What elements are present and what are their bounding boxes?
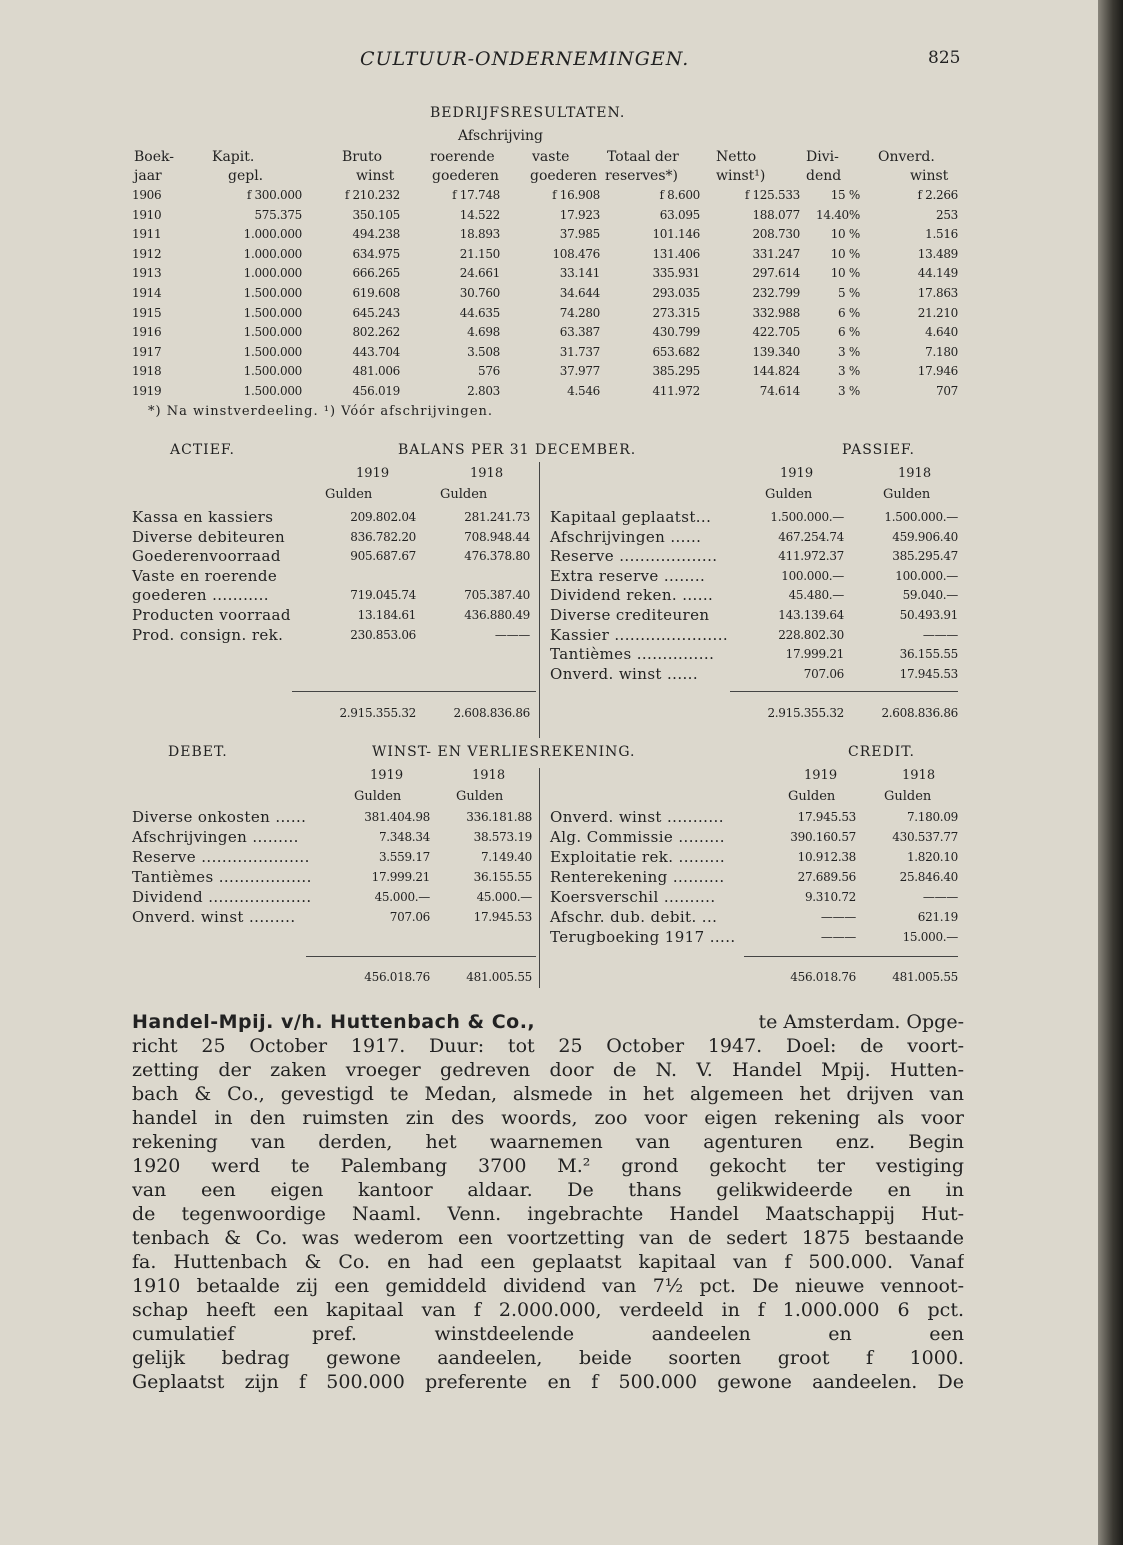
results-cell: 101.146 — [652, 227, 700, 242]
pl-credit-label: Alg. Commissie ......... — [550, 828, 725, 846]
results-cell: 802.262 — [352, 325, 400, 340]
results-col-header: Bruto — [342, 149, 383, 165]
pl-right-year-a: 1919 — [804, 768, 838, 783]
balance-liability-value-1918: ——— — [922, 627, 958, 642]
balance-liability-value-1919: 17.999.21 — [785, 647, 844, 662]
results-cell: 13.489 — [917, 246, 958, 261]
results-cell: 430.799 — [652, 325, 700, 340]
paragraph-line: rekening van derden, het waarnemen van agenturen enz. Begin — [132, 1131, 964, 1153]
results-cell: 14.522 — [459, 207, 500, 222]
results-cell: 1.500.000 — [243, 384, 302, 398]
paragraph-line: 1920 werd te Palembang 3700 M.² grond gekocht ter vestiging — [132, 1155, 964, 1177]
pl-credit-label: Koersverschil .......... — [550, 888, 716, 906]
balance-liability-value-1918: 385.295.47 — [892, 549, 958, 564]
pl-credit-label: Afschr. dub. debit. ... — [550, 908, 718, 926]
results-year-cell: 1915 — [132, 305, 162, 320]
balance-divider — [539, 462, 540, 738]
results-col-header: Onverd. — [878, 149, 935, 165]
results-col-header: vaste — [532, 149, 570, 165]
balance-asset-label: goederen ........... — [132, 586, 269, 605]
balance-asset-label: Diverse debiteuren — [132, 527, 286, 546]
results-cell: 10 % — [830, 246, 860, 261]
balance-asset-value-1918: 705.387.40 — [464, 588, 530, 603]
results-cell: 2.803 — [467, 384, 500, 398]
pl-debit-label: Diverse onkosten ...... — [132, 808, 307, 826]
results-cell: f 210.232 — [344, 188, 400, 202]
results-cell: 131.406 — [652, 246, 700, 261]
results-year-cell: 1906 — [132, 188, 162, 202]
pl-left-unit-a: Gulden — [354, 789, 402, 804]
pl-right-total-rule — [744, 956, 958, 957]
balance-asset-value-1918: 708.948.44 — [464, 529, 530, 544]
balance-liability-value-1918: 59.040.— — [902, 588, 958, 603]
pl-debit-value-1918: 45.000.— — [476, 890, 532, 904]
results-cell: 4.698 — [467, 325, 500, 340]
results-cell: f 2.266 — [917, 188, 958, 202]
results-cell: 3.508 — [467, 344, 500, 359]
pl-debit-value-1919: 17.999.21 — [371, 870, 430, 884]
results-cell: 3 % — [838, 364, 860, 379]
balance-asset-value-1918: 476.378.80 — [464, 549, 530, 564]
results-col-header: Divi- — [806, 149, 839, 165]
pl-right-unit-a: Gulden — [788, 789, 836, 804]
balance-right-title: PASSIEF. — [842, 442, 915, 458]
results-cell: 188.077 — [752, 207, 800, 222]
pl-debit-label: Tantièmes .................. — [132, 868, 312, 886]
results-col-header: gepl. — [228, 168, 264, 184]
results-cell: 15 % — [830, 188, 860, 202]
results-cell: 297.614 — [752, 266, 800, 281]
results-cell: 494.238 — [352, 227, 400, 242]
balance-liability-value-1919: 707.06 — [803, 666, 844, 681]
results-col-header: jaar — [134, 168, 162, 184]
results-cell: 108.476 — [552, 246, 600, 261]
results-col-header: reserves*) — [605, 168, 678, 184]
results-cell: 7.180 — [925, 344, 958, 359]
results-cell: 253 — [935, 207, 958, 222]
results-cell: 6 % — [838, 325, 860, 340]
results-col-header: Boek- — [134, 149, 174, 165]
results-col-header: winst — [910, 168, 949, 184]
pl-credit-value-1919: 390.160.57 — [790, 830, 856, 844]
balance-liability-label: Tantièmes ............... — [550, 645, 715, 664]
paragraph-line: gelijk bedrag gewone aandeelen, beide soorten groot f 1000. — [132, 1347, 964, 1369]
pl-right-unit-b: Gulden — [884, 789, 932, 804]
results-cell: 443.704 — [352, 344, 400, 359]
pl-debit-value-1918: 36.155.55 — [473, 870, 532, 884]
pl-debit-label: Reserve ..................... — [132, 848, 310, 866]
pl-credit-label: Renterekening .......... — [550, 868, 725, 886]
balance-right-total-b: 2.608.836.86 — [881, 706, 958, 720]
paragraph-line: cumulatief pref. winstdeelende aandeelen en een — [132, 1323, 964, 1345]
balance-liability-value-1918: 459.906.40 — [892, 529, 958, 544]
pl-credit-value-1919: 9.310.72 — [804, 890, 856, 904]
pl-credit-value-1919: 17.945.53 — [797, 810, 856, 824]
pl-debit-value-1919: 3.559.17 — [378, 850, 430, 864]
balance-liability-value-1918: 50.493.91 — [899, 608, 958, 622]
paragraph-line: richt 25 October 1917. Duur: tot 25 October 1947. Doel: de voort- — [132, 1035, 964, 1057]
book-spine — [1098, 0, 1123, 1545]
pl-debit-value-1919: 707.06 — [389, 910, 430, 924]
results-year-cell: 1914 — [132, 286, 162, 300]
balance-left-total-a: 2.915.355.32 — [339, 706, 416, 720]
results-col-header: Netto — [716, 149, 757, 165]
results-year-cell: 1919 — [132, 384, 162, 398]
results-cell: 139.340 — [752, 344, 800, 359]
results-cell: 232.799 — [752, 286, 800, 300]
pl-left-total-b: 481.005.55 — [466, 970, 532, 984]
results-year-cell: 1913 — [132, 266, 162, 281]
results-col-header: dend — [806, 168, 842, 184]
paragraph-line: tenbach & Co. was wederom een voortzetting van de sedert 1875 bestaande — [132, 1227, 964, 1249]
results-cell: 411.972 — [652, 384, 700, 398]
balance-right-year-a: 1919 — [780, 466, 814, 481]
pl-right-year-b: 1918 — [902, 768, 936, 783]
balance-left-unit-b: Gulden — [440, 487, 488, 502]
results-col-header: roerende — [430, 149, 495, 165]
results-cell: 1.500.000 — [243, 364, 302, 379]
results-cell: 21.150 — [459, 246, 500, 261]
balance-liability-value-1919: 1.500.000.— — [770, 510, 844, 524]
results-cell: 350.105 — [352, 207, 400, 222]
results-cell: 63.387 — [559, 325, 600, 340]
results-cell: 707 — [935, 384, 958, 398]
paragraph-line: schap heeft een kapitaal van f 2.000.000, verdeeld in f 1.000.000 6 pct. — [132, 1299, 964, 1321]
results-col-header: winst — [356, 168, 395, 184]
pl-divider — [539, 768, 540, 988]
results-cell: 10 % — [830, 227, 860, 242]
balance-asset-value-1919: 209.802.04 — [350, 510, 416, 524]
results-cell: f 8.600 — [659, 188, 700, 202]
results-cell: 456.019 — [352, 384, 400, 398]
results-cell: 273.315 — [652, 305, 700, 320]
balance-liability-label: Reserve ................... — [550, 547, 718, 566]
results-group-header: Afschrijving — [458, 128, 543, 144]
balance-left-year-a: 1919 — [356, 466, 390, 481]
pl-center-title: WINST- EN VERLIESREKENING. — [372, 744, 636, 760]
balance-liability-label: Afschrijvingen ...... — [550, 527, 702, 546]
results-col-header: goederen — [432, 168, 499, 184]
results-footnote: *) Na winstverdeeling. ¹) Vóór afschrijvingen. — [148, 404, 494, 419]
pl-debit-value-1918: 17.945.53 — [473, 910, 532, 924]
balance-left-total-rule — [292, 691, 536, 692]
results-cell: 666.265 — [352, 266, 400, 281]
balance-asset-value-1919: 836.782.20 — [350, 529, 416, 544]
balance-asset-value-1919: 719.045.74 — [350, 588, 416, 603]
paragraph-line-text: te Amsterdam. Opge- — [758, 1011, 964, 1033]
results-title: BEDRIJFSRESULTATEN. — [430, 105, 626, 121]
results-col-header: Kapit. — [212, 149, 255, 165]
results-col-header: goederen — [530, 168, 597, 184]
results-cell: 3 % — [838, 344, 860, 359]
balance-liability-value-1919: 100.000.— — [781, 568, 844, 583]
results-cell: 17.863 — [917, 286, 958, 300]
pl-debit-label: Dividend .................... — [132, 888, 312, 906]
balance-liability-value-1918: 36.155.55 — [899, 647, 958, 662]
results-cell: 10 % — [830, 266, 860, 281]
pl-credit-value-1918: 7.180.09 — [906, 810, 958, 824]
balance-right-total-a: 2.915.355.32 — [767, 706, 844, 720]
pl-credit-value-1919: 10.912.38 — [797, 850, 856, 864]
pl-credit-value-1918: 25.846.40 — [899, 870, 958, 884]
results-cell: 5 % — [838, 286, 860, 300]
pl-debit-value-1918: 7.149.40 — [480, 850, 532, 864]
pl-credit-value-1919: ——— — [820, 930, 856, 944]
balance-liability-value-1918: 17.945.53 — [899, 666, 958, 681]
balance-asset-label: Goederenvoorraad — [132, 547, 281, 566]
results-year-cell: 1911 — [132, 227, 162, 242]
paragraph-line: fa. Huttenbach & Co. en had een geplaatst kapitaal van f 500.000. Vanaf — [132, 1251, 964, 1273]
results-cell: 44.149 — [917, 266, 958, 281]
results-cell: f 125.533 — [744, 188, 800, 202]
results-cell: 6 % — [838, 305, 860, 320]
pl-credit-value-1918: ——— — [922, 890, 958, 904]
results-year-cell: 1910 — [132, 207, 162, 222]
results-cell: 44.635 — [459, 305, 500, 320]
results-year-cell: 1916 — [132, 325, 162, 340]
results-cell: 332.988 — [752, 305, 800, 320]
pl-credit-label: Terugboeking 1917 ..... — [550, 928, 736, 946]
balance-right-unit-a: Gulden — [765, 487, 813, 502]
results-cell: 30.760 — [459, 286, 500, 300]
balance-liability-value-1919: 228.802.30 — [778, 627, 844, 642]
results-cell: 576 — [477, 364, 500, 379]
results-year-cell: 1918 — [132, 364, 162, 379]
results-cell: 1.500.000 — [243, 305, 302, 320]
results-cell: 1.000.000 — [243, 246, 302, 261]
results-cell: 1.000.000 — [243, 227, 302, 242]
balance-asset-label: Vaste en roerende — [132, 566, 278, 585]
results-year-cell: 1912 — [132, 246, 162, 261]
balance-left-unit-a: Gulden — [325, 487, 373, 502]
balance-left-title: ACTIEF. — [170, 442, 235, 458]
results-cell: 619.608 — [352, 286, 400, 300]
results-cell: 1.000.000 — [243, 266, 302, 281]
results-cell: 24.661 — [459, 266, 500, 281]
balance-center-title: BALANS PER 31 DECEMBER. — [398, 442, 637, 458]
balance-liability-label: Diverse crediteuren — [550, 606, 710, 624]
pl-right-title: CREDIT. — [848, 744, 915, 760]
results-cell: 37.977 — [559, 364, 600, 379]
paragraph-line: de tegenwoordige Naaml. Venn. ingebrachte Handel Maatschappij Hut- — [132, 1203, 964, 1225]
paragraph-line: bach & Co., gevestigd te Medan, alsmede in het algemeen het drijven van — [132, 1083, 964, 1105]
results-cell: 74.614 — [759, 384, 800, 398]
pl-debit-value-1919: 381.404.98 — [364, 810, 430, 824]
pl-debit-value-1918: 38.573.19 — [473, 830, 532, 844]
pl-credit-value-1918: 621.19 — [917, 910, 958, 924]
pl-right-total-b: 481.005.55 — [892, 970, 958, 984]
pl-debit-label: Afschrijvingen ......... — [132, 828, 299, 846]
results-cell: 481.006 — [352, 364, 400, 379]
balance-liability-label: Onverd. winst ...... — [550, 664, 699, 683]
balance-right-total-rule — [730, 691, 958, 692]
results-cell: 17.946 — [917, 364, 958, 379]
results-cell: 4.640 — [925, 325, 958, 340]
balance-left-year-b: 1918 — [470, 466, 504, 481]
results-cell: 31.737 — [559, 344, 600, 359]
page-number: 825 — [928, 48, 961, 68]
balance-asset-label: Producten voorraad — [132, 606, 291, 624]
results-cell: 63.095 — [659, 207, 700, 222]
paragraph-line: van een eigen kantoor aldaar. De thans gelikwideerde en in — [132, 1179, 964, 1201]
results-cell: 37.985 — [559, 227, 600, 242]
balance-liability-value-1919: 45.480.— — [788, 588, 844, 603]
balance-liability-value-1919: 411.972.37 — [778, 549, 844, 564]
balance-liability-label: Kassier ...................... — [550, 625, 729, 644]
paragraph-line: 1910 betaalde zij een gemiddeld dividend van 7½ pct. De nieuwe vennoot- — [132, 1275, 964, 1297]
results-cell: 3 % — [838, 384, 860, 398]
balance-asset-value-1918: ——— — [494, 627, 530, 642]
balance-left-total-b: 2.608.836.86 — [453, 706, 530, 720]
balance-liability-label: Extra reserve ........ — [550, 566, 706, 585]
results-cell: 17.923 — [559, 207, 600, 222]
results-cell: 422.705 — [752, 325, 800, 340]
results-cell: 33.141 — [559, 266, 600, 281]
paragraph-line: handel in den ruimsten zin des woords, zoo voor eigen rekening als voor — [132, 1107, 964, 1129]
paragraph-line — [132, 1010, 964, 1034]
results-cell: 21.210 — [917, 305, 958, 320]
results-cell: f 16.908 — [552, 188, 600, 202]
pl-credit-value-1918: 1.820.10 — [906, 850, 958, 864]
pl-credit-value-1918: 430.537.77 — [892, 830, 958, 844]
pl-left-total-a: 456.018.76 — [364, 970, 430, 984]
results-cell: 74.280 — [559, 305, 600, 320]
balance-asset-label: Kassa en kassiers — [132, 508, 274, 526]
results-col-header: winst¹) — [716, 168, 766, 184]
pl-left-year-a: 1919 — [370, 768, 404, 783]
pl-credit-value-1919: ——— — [820, 910, 856, 924]
balance-liability-label: Dividend reken. ...... — [550, 586, 714, 605]
results-cell: 1.516 — [925, 227, 958, 242]
paragraph-line: Geplaatst zijn f 500.000 preferente en f 500.000 gewone aandeelen. De — [132, 1371, 964, 1393]
paragraph-line: zetting der zaken vroeger gedreven door de N. V. Handel Mpij. Hutten- — [132, 1059, 964, 1081]
pl-credit-label: Onverd. winst ........... — [550, 808, 724, 826]
results-cell: 4.546 — [567, 384, 600, 398]
results-cell: 653.682 — [652, 344, 700, 359]
results-cell: 1.500.000 — [243, 286, 302, 300]
pl-debit-value-1918: 336.181.88 — [466, 810, 532, 824]
pl-credit-value-1919: 27.689.56 — [797, 870, 856, 884]
pl-debit-value-1919: 7.348.34 — [378, 830, 430, 844]
results-cell: f 300.000 — [246, 188, 302, 202]
pl-left-unit-b: Gulden — [456, 789, 504, 804]
results-cell: 1.500.000 — [243, 344, 302, 359]
results-year-cell: 1917 — [132, 344, 162, 359]
balance-right-year-b: 1918 — [898, 466, 932, 481]
results-cell: f 17.748 — [452, 188, 500, 202]
pl-left-total-rule — [306, 956, 536, 957]
balance-asset-value-1919: 13.184.61 — [357, 608, 416, 622]
balance-liability-value-1919: 467.254.74 — [778, 529, 844, 544]
results-cell: 293.035 — [652, 286, 700, 300]
results-cell: 634.975 — [352, 246, 400, 261]
results-cell: 1.500.000 — [243, 325, 302, 340]
balance-right-unit-b: Gulden — [883, 487, 931, 502]
results-cell: 18.893 — [459, 227, 500, 242]
pl-credit-label: Exploitatie rek. ......... — [550, 848, 726, 866]
pl-credit-value-1918: 15.000.— — [902, 930, 958, 944]
balance-asset-value-1919: 230.853.06 — [350, 627, 416, 642]
results-cell: 335.931 — [652, 266, 700, 281]
results-cell: 331.247 — [752, 246, 800, 261]
pl-debit-label: Onverd. winst ......... — [132, 908, 296, 926]
balance-asset-value-1919: 905.687.67 — [350, 549, 416, 564]
balance-asset-value-1918: 436.880.49 — [464, 608, 530, 622]
results-cell: 34.644 — [559, 286, 600, 300]
results-cell: 144.824 — [752, 364, 800, 379]
running-header: CULTUUR-ONDERNEMINGEN. — [360, 48, 690, 70]
results-cell: 14.40% — [816, 207, 860, 222]
pl-left-title: DEBET. — [168, 744, 228, 760]
balance-liability-value-1918: 1.500.000.— — [884, 510, 958, 524]
results-cell: 385.295 — [652, 364, 700, 379]
company-name: Handel-Mpij. v/h. Huttenbach & Co., — [132, 1011, 536, 1033]
balance-liability-value-1919: 143.139.64 — [778, 608, 844, 622]
results-col-header: Totaal der — [607, 149, 679, 165]
results-cell: 575.375 — [254, 207, 302, 222]
pl-left-year-b: 1918 — [472, 768, 506, 783]
pl-right-total-a: 456.018.76 — [790, 970, 856, 984]
results-cell: 208.730 — [752, 227, 800, 242]
company-description — [132, 1010, 964, 1394]
pl-debit-value-1919: 45.000.— — [374, 890, 430, 904]
balance-asset-label: Prod. consign. rek. — [132, 625, 284, 644]
balance-asset-value-1918: 281.241.73 — [464, 510, 530, 524]
balance-liability-value-1918: 100.000.— — [895, 568, 958, 583]
balance-liability-label: Kapitaal geplaatst... — [550, 508, 712, 526]
results-cell: 645.243 — [352, 305, 400, 320]
